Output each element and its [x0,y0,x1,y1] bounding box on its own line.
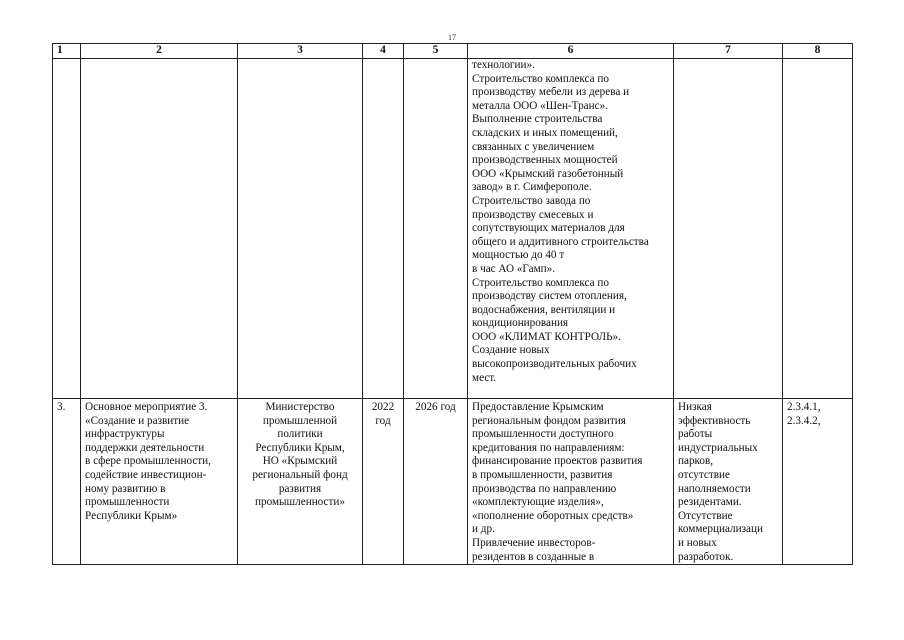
text-line: металла ООО «Шен-Транс». [472,99,608,112]
text-line: финансирование проектов развития [472,455,643,468]
text-line: НО «Крымский [262,455,338,468]
text-line: политики [277,428,323,441]
text-line: региональный фонд [252,468,348,481]
text-line: Республики Крым, [255,441,345,454]
header-col-4: 4 [363,44,404,59]
header-col-6: 6 [468,44,674,59]
text-line: Основное мероприятие 3. [85,401,208,413]
text-line: связанных с увеличением [472,140,595,153]
text-line: производственных мощностей [472,154,618,167]
page-number: 17 [448,33,456,42]
text-line: высокопроизводительных рабочих [472,358,637,371]
text-line: «Создание и развитие [85,414,190,427]
text-line: содействие инвестицион- [85,468,207,481]
text-line: резидентов в созданные в [472,550,595,563]
text-line: наполняемости [678,482,751,495]
row-3 [53,399,853,565]
end-year: 2026 год [404,399,468,565]
text-line: в час АО «Гамп». [472,262,556,275]
cont-cell-8 [783,59,853,399]
text-line: 2.3.4.1, [787,401,821,413]
text-line: промышленной [262,414,338,427]
program-table [52,43,853,565]
text-line: Строительство комплекса по [472,276,609,289]
text-line: производству мебели из дерева и [472,86,630,99]
cont-cell-4 [363,59,404,399]
text-line: Министерство [265,401,335,413]
expected-results [468,399,674,565]
text-line: производству смесевых и [472,208,594,221]
text-line: поддержки деятельности [85,441,205,454]
text-line: парков, [678,455,714,468]
start-year [363,399,404,565]
text-line: производству систем отопления, [472,290,627,303]
continued-row [53,59,853,399]
text-line: водоснабжения, вентиляции и [472,303,616,316]
text-line: год [375,414,391,427]
text-line: завод» в г. Симферополе. [472,181,592,194]
text-line: общего и аддитивного строительства [472,235,649,248]
text-line: и др. [472,523,495,536]
text-line: промышленности» [254,496,345,509]
cont-cell-1 [53,59,81,399]
text-line: ному развитию в [85,482,166,495]
cont-cell-2 [81,59,238,399]
text-line: разработок. [678,550,734,563]
text-line: индустриальных [678,441,758,454]
text-line: Низкая [678,401,712,413]
text-line: Создание новых [472,344,550,357]
column-number-header-row [53,44,853,59]
text-line: в сфере промышленности, [85,455,211,468]
text-line: отсутствие [678,468,730,481]
text-line: ООО «КЛИМАТ КОНТРОЛЬ». [472,330,621,343]
text-line: резидентами. [678,496,742,509]
text-line: ООО «Крымский газобетонный [472,167,624,180]
text-line: Предоставление Крымским [472,401,604,413]
text-line: в промышленности, развития [472,468,613,481]
text-line: кондиционирования [472,317,569,330]
text-line: сопутствующих материалов для [472,222,625,235]
cont-cell-7 [674,59,783,399]
row-number: 3. [53,399,81,565]
text-line: промышленности [85,496,170,509]
risks [674,399,783,565]
cont-cell-3 [238,59,363,399]
text-line: Республики Крым» [85,509,178,522]
text-line: технологии». [472,59,535,71]
text-line: Привлечение инвесторов- [472,536,596,549]
text-line: мощностью до 40 т [472,249,565,262]
responsible-executor [238,399,363,565]
header-col-7: 7 [674,44,783,59]
header-col-8: 8 [783,44,853,59]
header-col-2: 2 [81,44,238,59]
text-line: коммерциализаци [678,523,763,536]
text-line: инфраструктуры [85,428,165,441]
text-line: «комплектующие изделия», [472,496,604,509]
text-line: работы [678,428,713,441]
text-line: региональным фондом развития [472,414,626,427]
header-col-5: 5 [404,44,468,59]
text-line: эффективность [678,414,751,427]
text-line: Отсутствие [678,509,733,522]
header-col-3: 3 [238,44,363,59]
activity-name [81,399,238,565]
text-line: производства по направлению [472,482,617,495]
text-line: развития [278,482,322,495]
text-line: складских и иных помещений, [472,126,618,139]
text-line: и новых [678,536,717,549]
text-line: 2022 [371,401,395,413]
text-line: «пополнение оборотных средств» [472,509,634,522]
indicator-links [783,399,853,565]
text-line: мест. [472,371,497,384]
text-line: Выполнение строительства [472,113,603,126]
header-col-1: 1 [53,44,81,59]
text-line: 2.3.4.2, [787,414,821,427]
text-line: кредитования по направлениям: [472,441,625,454]
text-line: промышленности доступного [472,428,614,441]
text-line: Строительство завода по [472,194,591,207]
text-line: Строительство комплекса по [472,72,609,85]
cont-cell-5 [404,59,468,399]
cont-cell-measures [468,59,674,399]
